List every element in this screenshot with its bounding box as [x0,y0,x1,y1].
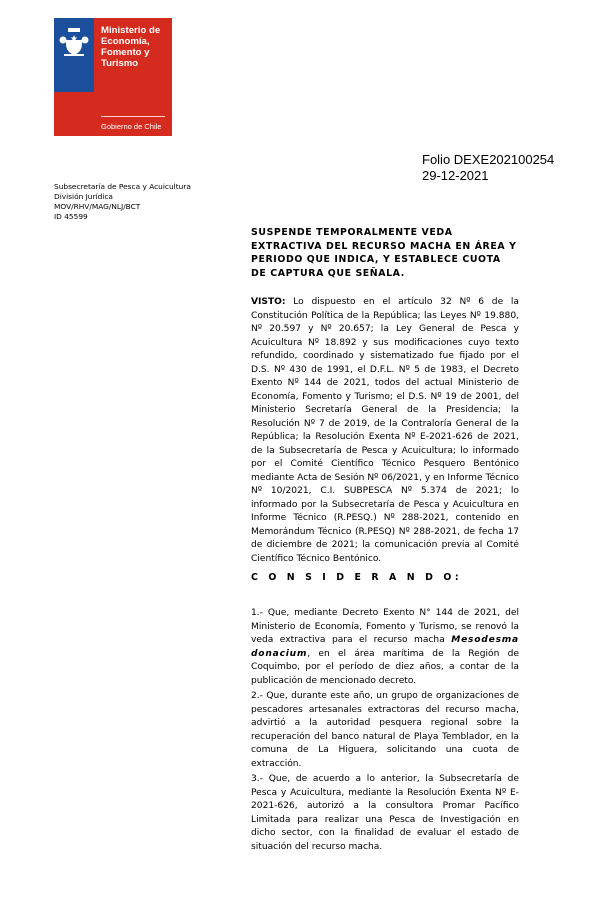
meta-line-2: División Jurídica [54,192,113,201]
ministry-name: Ministerio de Economía, Fomento y Turismo [101,25,161,69]
logo-red-lower-block [54,92,94,136]
government-label: Gobierno de Chile [101,122,162,131]
folio-date: 29-12-2021 [422,168,489,183]
ministry-logo [54,18,172,136]
visto-paragraph [251,296,519,566]
p1-text-b: , en el área marítima de la Región de Coquimbo, por el período de diez años, a contar de la publicación de mencionado decreto. [251,648,519,686]
considerando-paragraph-2: 2.- Que, durante este año, un grupo de organizaciones de pescadores artesanales extractoras del recurso macha, advirtió a la autoridad pesquera regional sobre la recuperación del banco natural de Playa Temblador, en la comuna de La Higuera, solicitando una cuota de extracción. [251,691,519,769]
meta-line-1: Subsecretaría de Pesca y Acuicultura [54,182,191,191]
meta-line-3: MOV/RHV/MAG/NLJ/BCT [54,202,141,211]
chile-coat-of-arms-icon [58,24,90,58]
resolution-title: SUSPENDE TEMPORALMENTE VEDA EXTRACTIVA DEL RECURSO MACHA EN ÁREA Y PERIODO QUE INDICA, Y ESTABLECE CUOTA DE CAPTURA QUE SEÑALA. [251,227,517,279]
species-name: Mesodesma donacium [251,635,519,659]
p1-text-a: 1.- Que, mediante Decreto Exento N° 144 de 2021, del Ministerio de Economía, Fomento y Turismo, se renovó la veda extractiva para el recurso macha [251,608,519,645]
visto-text: Lo dispuesto en el artículo 32 Nº 6 de la Constitución Política de la República; las Leyes Nº 19.880, Nº 20.597 y Nº 20.657; la Ley General de Pesca y Acuicultura Nº 18.892 y sus modificaciones cuyo texto refundido, coordinado y sistematizado fue fijado por el D.S. Nº 430 de 1991, el D.F.L. Nº 5 de 1983, el Decreto Exento Nº 144 de 2021, todos del actual Ministerio de Economía, Fomento y Turismo; el D.S. Nº 19 de 2001, del Ministerio Secretaría General de la Presidencia; la Resolución Nº 7 de 2019, de la Contraloría General de la República; la Resolución Exenta Nº E-2021-626 de 2021, de la Subsecretaría de Pesca y Acuicultura; lo informado por el Comité Científico Técnico Pesquero Bentónico mediante Acta de Sesión Nº 06/2021, y en Informe Técnico Nº 10/2021, C.I. SUBPESCA Nº 5.374 de 2021; lo informado por la Subsecretaría de Pesca y Acuicultura en Informe Técnico (R.PESQ.) Nº 288-2021, contenido en Memorándum Técnico (R.PESQ) Nº 288-2021, de fecha 17 de diciembre de 2021; la comunicación previa al Comité Científico Técnico Bentónico. [251,297,519,564]
issuer-meta [54,182,191,222]
considerando-heading: C O N S I D E R A N D O: [251,572,463,583]
folio-block [422,152,554,184]
visto-label: VISTO: [251,297,286,307]
logo-divider [101,116,165,117]
considerando-paragraph-3: 3.- Que, de acuerdo a lo anterior, la Subsecretaría de Pesca y Acuicultura, mediante la Resolución Exenta Nº E-2021-626, autorizó a la consultora Promar Pacífico Limitada para realizar una Pesca de Investigación en dicho sector, con la finalidad de evaluar el estado de situación del recurso macha. [251,774,519,852]
folio-number: Folio DEXE202100254 [422,152,555,167]
considerando-paragraph-1 [251,607,519,688]
meta-line-4: ID 45599 [54,212,88,221]
